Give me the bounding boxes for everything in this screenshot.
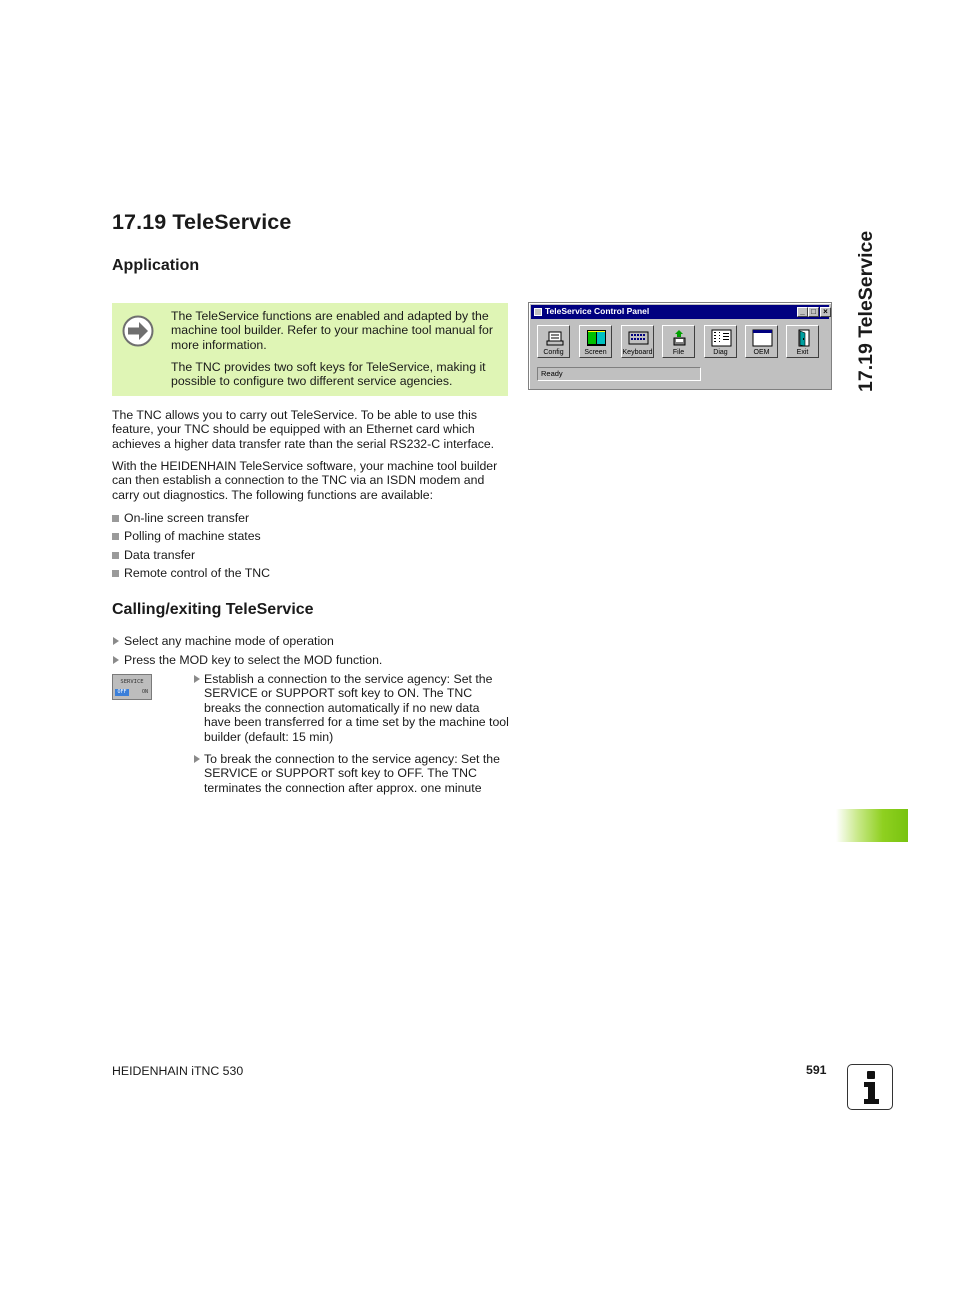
- screen-icon: [586, 329, 607, 347]
- file-transfer-icon: [669, 329, 690, 347]
- teleservice-window: [528, 302, 832, 390]
- list-item: Remote control of the TNC: [112, 566, 270, 584]
- substep-connect: Establish a connection to the service agency: Set the SERVICE or SUPPORT soft key to ON. The TNC breaks the connection automatically if no new data have been transferred for a time set by the machine tool builder (default: 15 min): [193, 672, 509, 744]
- page-number: 591: [806, 1063, 827, 1077]
- function-list: [112, 511, 270, 585]
- softkey-off-state: OFF: [115, 689, 129, 696]
- app-icon: [534, 308, 542, 316]
- screen-button[interactable]: Screen: [579, 325, 612, 358]
- exit-door-icon: [793, 329, 814, 347]
- step-arrow-icon: [113, 656, 119, 664]
- diagnostics-icon: [711, 329, 732, 347]
- keyboard-icon: [628, 329, 649, 347]
- list-item: Polling of machine states: [112, 529, 270, 547]
- oem-button[interactable]: OEM: [745, 325, 778, 358]
- status-bar: Ready: [537, 367, 701, 381]
- keyboard-button[interactable]: Keyboard: [621, 325, 654, 358]
- step-list: [112, 634, 382, 672]
- info-icon: [847, 1064, 893, 1110]
- list-item: Press the MOD key to select the MOD function.: [112, 653, 382, 672]
- list-item: Select any machine mode of operation: [112, 634, 382, 653]
- minimize-button[interactable]: _: [797, 307, 808, 317]
- chapter-tab-marker: [836, 809, 908, 842]
- paragraph-software: With the HEIDENHAIN TeleService software, your machine tool builder can then establish a connection to the TNC via an ISDN modem and carry out diagnostics. The following functions are available:: [112, 459, 498, 502]
- paragraph-intro: The TNC allows you to carry out TeleService. To be able to use this feature, your TNC should be equipped with an Ethernet card which achieves a higher data transfer rate than the serial RS232-C interface.: [112, 408, 495, 451]
- side-chapter-title: 17.19 TeleService: [855, 230, 877, 392]
- page-title: 17.19 TeleService: [112, 210, 292, 234]
- bullet-square-icon: [112, 552, 119, 559]
- section-heading-calling: Calling/exiting TeleService: [112, 601, 314, 618]
- bullet-square-icon: [112, 515, 119, 522]
- list-item: Data transfer: [112, 548, 270, 566]
- service-softkey[interactable]: [112, 674, 152, 700]
- list-item: On-line screen transfer: [112, 511, 270, 529]
- note-text-2: The TNC provides two soft keys for TeleService, making it possible to configure two different service agencies.: [171, 360, 486, 389]
- substep-disconnect: To break the connection to the service agency: Set the SERVICE or SUPPORT soft key to OFF. The TNC terminates the connection after approx. one minute: [193, 752, 509, 795]
- diag-button[interactable]: Diag: [704, 325, 737, 358]
- window-titlebar: [531, 305, 829, 319]
- note-box: [112, 303, 508, 396]
- config-button[interactable]: Config: [537, 325, 570, 358]
- file-button[interactable]: File: [662, 325, 695, 358]
- softkey-on-state: ON: [141, 689, 148, 695]
- footer-product: HEIDENHAIN iTNC 530: [112, 1064, 244, 1078]
- window-title: TeleService Control Panel: [545, 306, 650, 316]
- bullet-square-icon: [112, 570, 119, 577]
- step-arrow-icon: [113, 637, 119, 645]
- note-text-1: The TeleService functions are enabled and adapted by the machine tool builder. Refer to your machine tool manual for more information.: [171, 309, 493, 352]
- close-button[interactable]: ×: [820, 307, 831, 317]
- softkey-label: SERVICE: [120, 679, 144, 685]
- maximize-button[interactable]: □: [808, 307, 819, 317]
- section-heading-application: Application: [112, 257, 200, 274]
- config-icon: [544, 329, 565, 347]
- arrow-right-icon: [122, 315, 154, 347]
- oem-window-icon: [752, 329, 773, 347]
- bullet-square-icon: [112, 533, 119, 540]
- exit-button[interactable]: Exit: [786, 325, 819, 358]
